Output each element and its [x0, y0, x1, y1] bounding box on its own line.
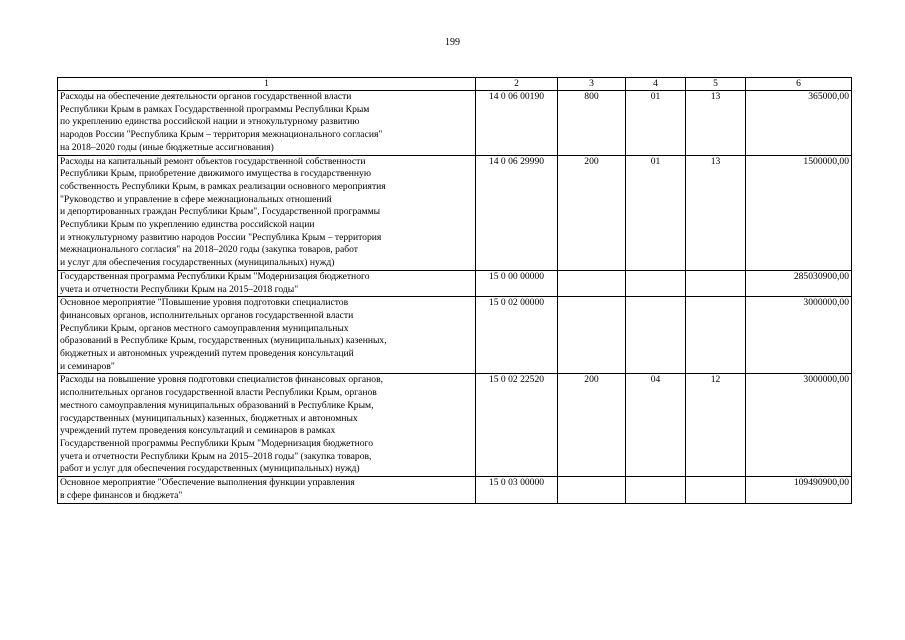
row-amount: 365000,00: [746, 91, 852, 156]
row-amount: 3000000,00: [746, 374, 852, 477]
header-row: [58, 78, 852, 91]
row-description: Основное мероприятие "Обеспечение выполнения функции управления в сфере финансов и бюджета": [58, 477, 476, 503]
row-section: 01: [626, 91, 686, 156]
column-header-2: 2: [476, 78, 558, 91]
table-row: [58, 477, 852, 503]
table-row: [58, 91, 852, 156]
row-expense-type: [558, 477, 626, 503]
row-description: Расходы на капитальный ремонт объектов государственной собственности Республики Крым, приобретение движимого имущества в государственную собственность Республики Крым, в рамках реализации основного мероприятия "Руководство и управление в сфере межнациональных отношений и депортированных граждан Республики Крым", Государственной программы Республики Крым по укреплению единства российской нации и этнокультурному развитию народов России "Республика Крым – территория межнационального согласия" на 2018–2020 годы (закупка товаров, работ и услуг для обеспечения государственных (муниципальных) нужд): [58, 155, 476, 270]
row-code: 15 0 02 00000: [476, 297, 558, 374]
row-section: [626, 297, 686, 374]
row-subsection: [686, 297, 746, 374]
row-amount: 109490900,00: [746, 477, 852, 503]
row-section: [626, 477, 686, 503]
row-code: 15 0 03 00000: [476, 477, 558, 503]
table-row: [58, 270, 852, 296]
row-subsection: 13: [686, 155, 746, 270]
row-description: Расходы на повышение уровня подготовки специалистов финансовых органов, исполнительных органов государственной власти Республики Крым, органов местного самоуправления муниципальных образований в Республике Крым, государственных (муниципальных) казенных, бюджетных и автономных учреждений путем проведения консультаций и семинаров в рамках Государственной программы Республики Крым "Модернизация бюджетного учета и отчетности Республики Крым на 2015–2018 годы" (закупка товаров, работ и услуг для обеспечения государственных (муниципальных) нужд): [58, 374, 476, 477]
column-header-3: 3: [558, 78, 626, 91]
row-subsection: [686, 477, 746, 503]
row-code: 15 0 02 22520: [476, 374, 558, 477]
column-header-5: 5: [686, 78, 746, 91]
table-row: [58, 155, 852, 270]
table-row: [58, 374, 852, 477]
row-expense-type: 200: [558, 374, 626, 477]
row-amount: 285030900,00: [746, 270, 852, 296]
row-amount: 1500000,00: [746, 155, 852, 270]
row-subsection: 13: [686, 91, 746, 156]
column-header-1: 1: [58, 78, 476, 91]
row-code: 15 0 00 00000: [476, 270, 558, 296]
page-number: 199: [445, 37, 460, 48]
row-subsection: [686, 270, 746, 296]
row-expense-type: [558, 270, 626, 296]
column-header-4: 4: [626, 78, 686, 91]
row-description: Основное мероприятие "Повышение уровня подготовки специалистов финансовых органов, исполнительных органов государственной власти Республики Крым, органов местного самоуправления муниципальных образований в Республике Крым, государственных (муниципальных) казенных, бюджетных и автономных учреждений путем проведения консультаций и семинаров": [58, 297, 476, 374]
row-subsection: 12: [686, 374, 746, 477]
row-expense-type: [558, 297, 626, 374]
row-code: 14 0 06 29990: [476, 155, 558, 270]
row-expense-type: 800: [558, 91, 626, 156]
row-section: 04: [626, 374, 686, 477]
row-code: 14 0 06 00190: [476, 91, 558, 156]
row-section: 01: [626, 155, 686, 270]
budget-table: [57, 77, 852, 504]
column-header-6: 6: [746, 78, 852, 91]
row-description: Государственная программа Республики Крым "Модернизация бюджетного учета и отчетности Республики Крым на 2015–2018 годы": [58, 270, 476, 296]
table-row: [58, 297, 852, 374]
row-description: Расходы на обеспечение деятельности органов государственной власти Республики Крым в рамках Государственной программы Республики Крым по укреплению единства российской нации и этнокультурному развитию народов России "Республика Крым – территория межнационального согласия" на 2018–2020 годы (иные бюджетные ассигнования): [58, 91, 476, 156]
row-expense-type: 200: [558, 155, 626, 270]
row-section: [626, 270, 686, 296]
row-amount: 3000000,00: [746, 297, 852, 374]
